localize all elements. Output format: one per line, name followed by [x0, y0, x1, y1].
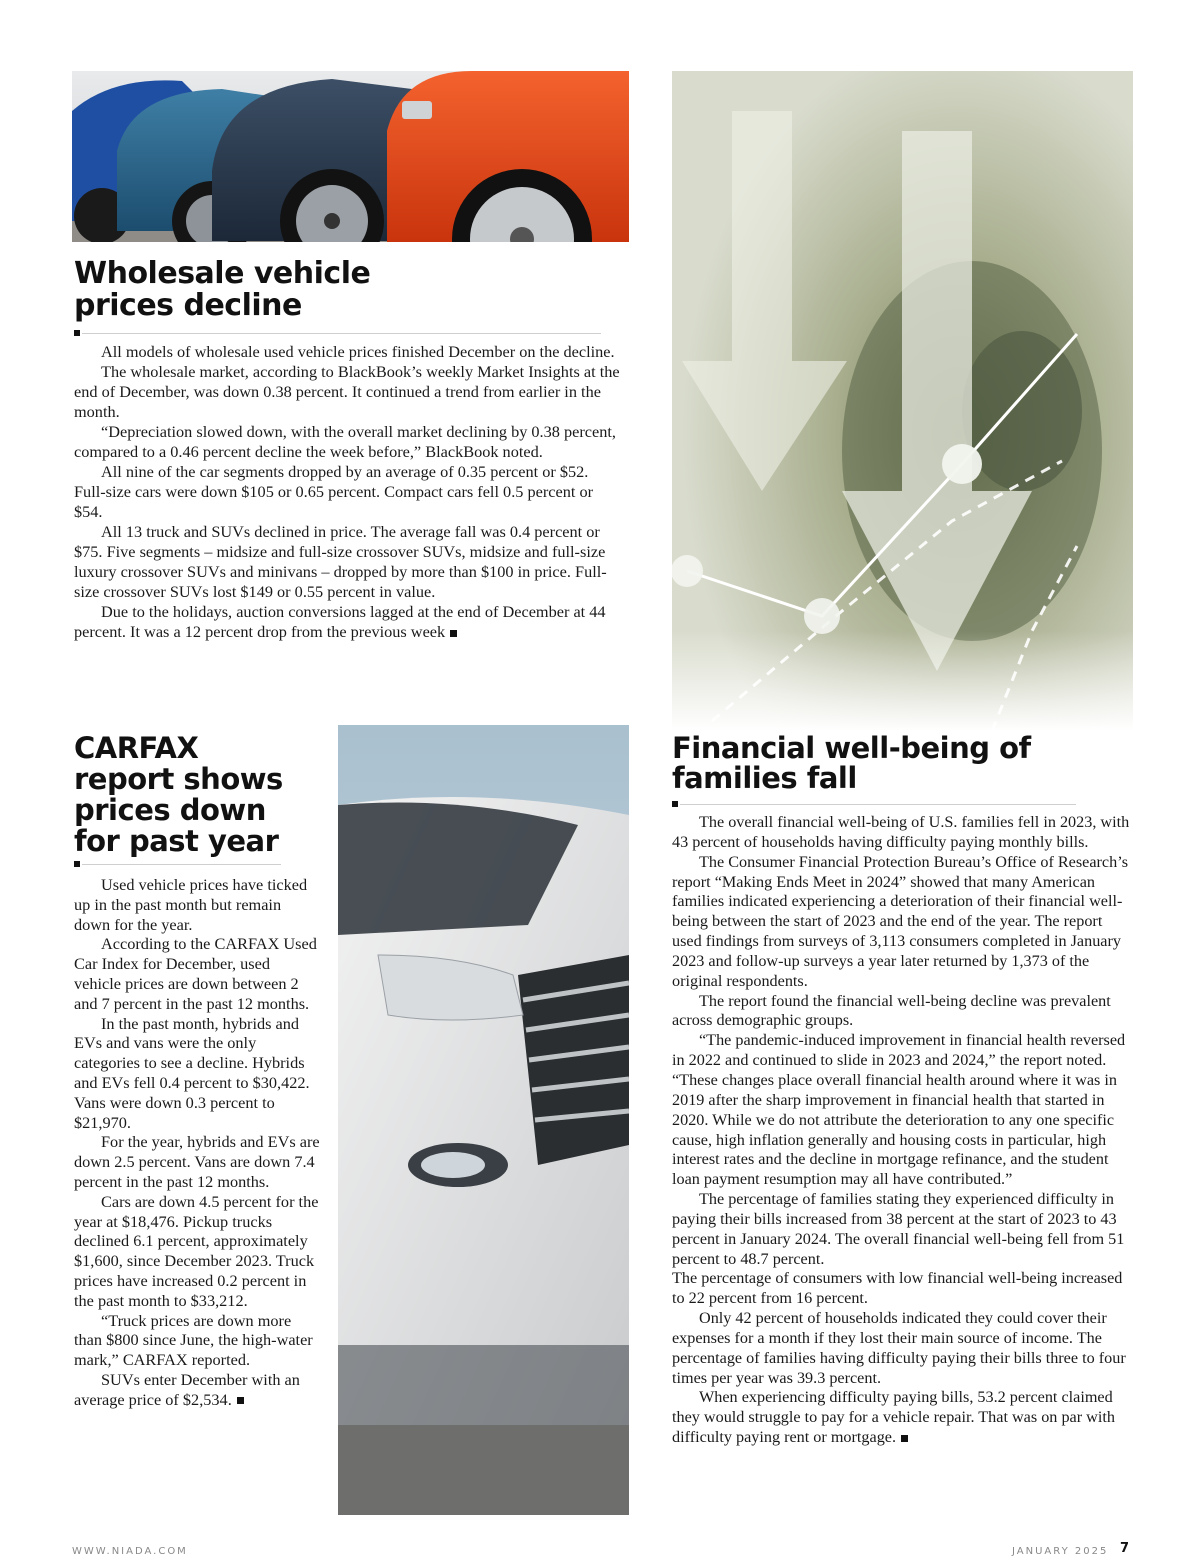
- carfax-paragraph: Cars are down 4.5 percent for the year at $18,476. Pickup trucks declined 6.1 percent, approximately $1,600, since December 2023. Truck prices have increased 0.2 percent in the past month to $33,212.: [74, 1191, 319, 1310]
- wholesale-paragraph-last: [74, 602, 622, 642]
- white-suv-photo: [338, 725, 629, 1515]
- financial-paragraph: The percentage of consumers with low financial well-being increased to 22 percent from 16 percent.: [672, 1269, 1123, 1308]
- footer-website: WWW.NIADA.COM: [72, 1546, 188, 1557]
- carfax-paragraph: In the past month, hybrids and EVs and vans were the only categories to see a decline. Hybrids and EVs fell 0.4 percent to $30,422. Vans were down 0.3 percent to $21,970.: [74, 1013, 310, 1132]
- wholesale-headline: [74, 258, 370, 322]
- financial-paragraph: The percentage of families stating they experienced difficulty in paying their bills increased from 38 percent at the start of 2023 to 43 percent in January 2024. The overall financial well-being fell from 51 percent to 48.7 percent.: [672, 1190, 1125, 1268]
- wholesale-paragraph: “Depreciation slowed down, with the overall market declining by 0.38 percent, compared to a 0.46 percent decline the week before,” BlackBook noted.: [74, 422, 616, 461]
- financial-paragraph: The Consumer Financial Protection Bureau’s Office of Research’s report “Making Ends Meet in 2024” showed that many American families indicated experiencing a deterioration of their financial well-being between the start of 2023 and the end of the year. The report used findings from surveys of 3,113 consumers completed in January 2023 and follow-up surveys a year later returned by 1,373 of the original respondents.: [672, 852, 1128, 990]
- wholesale-paragraph: All nine of the car segments dropped by an average of 0.35 percent or $52. Full-size cars were down $105 or 0.65 percent. Compact cars fell 0.5 percent or $54.: [74, 462, 594, 521]
- financial-rule: [680, 804, 1076, 805]
- footer-issue-date: JANUARY 2025: [1012, 1546, 1109, 1557]
- carfax-rule-marker: [74, 861, 80, 867]
- wholesale-paragraph: All models of wholesale used vehicle prices finished December on the decline.: [101, 342, 615, 361]
- carfax-body: [74, 875, 320, 1410]
- carfax-headline-line1: CARFAX: [74, 731, 199, 765]
- carfax-paragraph-last: [74, 1370, 320, 1410]
- carfax-headline-line2: report shows: [74, 762, 283, 796]
- financial-paragraph-text: When experiencing difficulty paying bills, 53.2 percent claimed they would struggle to pay for a vehicle repair. That was on par with difficulty paying rent or mortgage.: [672, 1388, 1115, 1447]
- wholesale-headline-line1: Wholesale vehicle: [74, 256, 371, 291]
- wholesale-headline-line2: prices decline: [74, 288, 302, 323]
- carfax-paragraph: According to the CARFAX Used Car Index for December, used vehicle prices are down between 2 and 7 percent in the past 12 months.: [74, 934, 317, 1013]
- carfax-headline-line3: prices down: [74, 793, 266, 827]
- financial-paragraph: Only 42 percent of households indicated they could cover their expenses for a month if they lost their main source of income. The percentage of families having difficulty paying their bills three to four times per year was 39.3 percent.: [672, 1309, 1126, 1387]
- financial-body: [672, 813, 1132, 1448]
- carfax-paragraph: Used vehicle prices have ticked up in the past month but remain down for the year.: [74, 875, 308, 934]
- wholesale-paragraph: All 13 truck and SUVs declined in price. The average fall was 0.4 percent or $75. Five segments – midsize and full-size crossover SUVs, midsize and full-size luxury crossover SUVs and minivans – dropped by more than $100 in price. Full-size crossover SUVs lost $149 or 0.55 percent in value.: [74, 522, 607, 601]
- financial-paragraph-last: [672, 1388, 1132, 1448]
- carfax-headline-line4: for past year: [74, 824, 279, 858]
- end-mark-icon: [450, 630, 457, 637]
- page-number: 7: [1120, 1541, 1130, 1556]
- financial-paragraph: The overall financial well-being of U.S. families fell in 2023, with 43 percent of households having difficulty paying monthly bills.: [672, 813, 1130, 851]
- financial-paragraph: The report found the financial well-being decline was prevalent across demographic groups.: [672, 991, 1111, 1030]
- financial-headline-line1: Financial well-being of: [672, 731, 1031, 765]
- wholesale-rule: [82, 333, 601, 334]
- financial-headline-line2: families fall: [672, 761, 857, 795]
- carfax-paragraph: “Truck prices are down more than $800 since June, the high-water mark,” CARFAX reported.: [74, 1310, 313, 1370]
- end-mark-icon: [901, 1435, 908, 1442]
- carfax-headline: [74, 733, 283, 857]
- financial-headline: [672, 733, 1031, 793]
- cars-row-photo: [72, 71, 629, 242]
- wholesale-rule-marker: [74, 330, 80, 336]
- end-mark-icon: [237, 1397, 244, 1404]
- financial-paragraph: “The pandemic-induced improvement in financial health reversed in 2022 and continued to slide in 2023 and 2024,” the report noted. “These changes place overall financial health around where it was in 2019 after the sharp improvement in financial health that started in 2020. While we do not attribute the deterioration to any one specific cause, high inflation generally and housing costs in particular, high interest rates and the decline in mortgage refinance, and the student loan payment resumption may all have contributed.”: [672, 1031, 1126, 1189]
- wholesale-body: [74, 342, 622, 642]
- wholesale-paragraph: The wholesale market, according to BlackBook’s weekly Market Insights at the end of December, was down 0.38 percent. It continued a trend from earlier in the month.: [74, 362, 620, 421]
- money-decline-photo: [672, 71, 1133, 731]
- carfax-paragraph: For the year, hybrids and EVs are down 2.5 percent. Vans are down 7.4 percent in the past 12 months.: [74, 1132, 320, 1191]
- wholesale-paragraph-text: Due to the holidays, auction conversions lagged at the end of December at 44 percent. It was a 12 percent drop from the previous week: [74, 602, 606, 641]
- carfax-paragraph-text: SUVs enter December with an average price of $2,534.: [74, 1369, 300, 1409]
- carfax-rule: [82, 864, 281, 865]
- financial-rule-marker: [672, 801, 678, 807]
